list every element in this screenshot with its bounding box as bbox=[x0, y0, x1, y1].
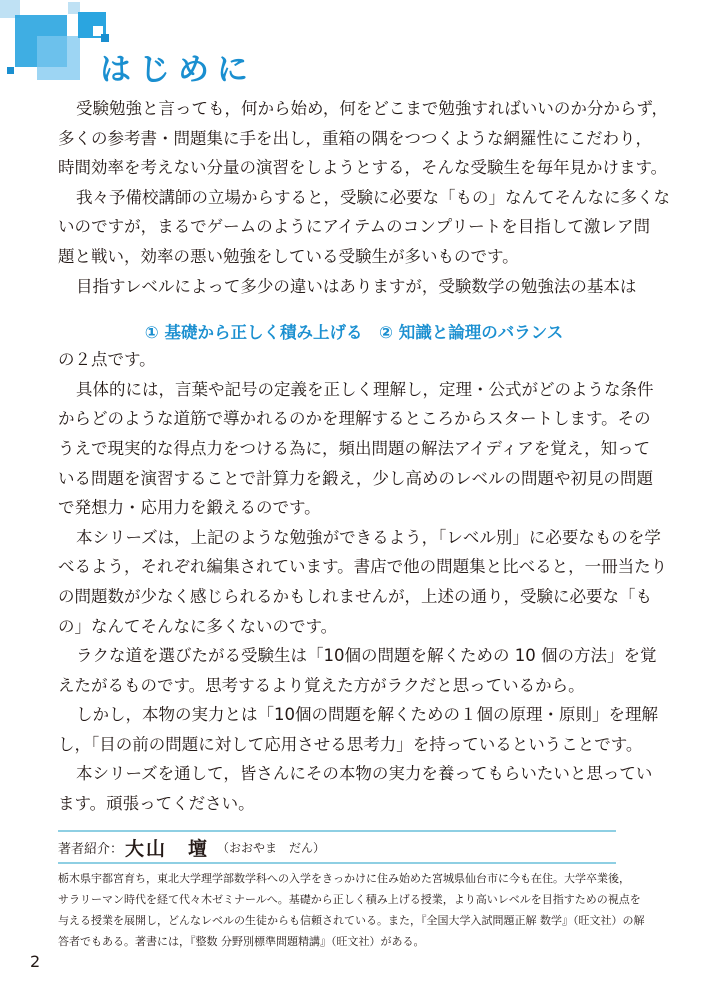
paragraph-line: 具体的には，言葉や記号の定義を正しく理解し，定理・公式がどのような条件 bbox=[76, 379, 654, 399]
paragraph-line: いる問題を演習することで計算力を鍛え，少し高めのレベルの問題や初見の問題 bbox=[58, 468, 653, 488]
paragraph-line: し，「目の前の問題に対して応用させる思考力」を持っているということです。 bbox=[58, 734, 643, 754]
paragraph-line: ラクな道を選びたがる受験生は「10個の問題を解くための 10 個の方法」を覚 bbox=[76, 646, 657, 666]
paragraph-line: 時間効率を考えない分量の演習をしようとする，そんな受験生を毎年見かけます。 bbox=[58, 158, 668, 178]
author-intro bbox=[58, 830, 616, 864]
bio-line: サラリーマン時代を経て代々木ゼミナールへ。基礎から正しく積み上げる授業，より高いレベルを目指すための視点を bbox=[58, 893, 641, 906]
paragraph-line: 我々予備校講師の立場からすると，受験に必要な「もの」なんてそんなに多くな bbox=[76, 187, 670, 207]
paragraph-line: で発想力・応用力を鍛えるのです。 bbox=[58, 498, 321, 518]
author-name-kana: （おおやま だん） bbox=[217, 840, 326, 855]
paragraph-line: 題と戦い，効率の悪い勉強をしている受験生が多いものです。 bbox=[58, 246, 519, 266]
page-number: 2 bbox=[30, 952, 41, 971]
paragraph-line: うえで現実的な得点力をつける為に，頻出問題の解法アイディアを覚え，知って bbox=[58, 438, 651, 458]
paragraph-line: ます。頑張ってください。 bbox=[58, 794, 255, 814]
body-text bbox=[58, 94, 670, 819]
page-title: はじめに bbox=[100, 52, 256, 88]
paragraph-line: の」なんてそんなに多くないのです。 bbox=[58, 616, 338, 636]
bio-line: 答者でもある。著書には，『整数 分野別標準問題精講』（旺文社）がある。 bbox=[58, 935, 425, 948]
author-label: 著者紹介： bbox=[58, 841, 124, 857]
bio-line: 与える授業を展開し，どんなレベルの生徒からも信頼されている。また，『全国大学入試問題正解 数学』（旺文社）の解 bbox=[58, 914, 645, 927]
paragraph-line: 本シリーズを通して，皆さんにその本物の実力を養ってもらいたいと思ってい bbox=[76, 764, 653, 784]
paragraph-line: 多くの参考書・問題集に手を出し，重箱の隅をつつくような網羅性にこだわり， bbox=[58, 128, 652, 148]
paragraph-line: いのですが，まるでゲームのようにアイテムのコンプリートを目指して激レア問 bbox=[58, 217, 650, 237]
key-points-highlight: ① 基礎から正しく積み上げる ② 知識と論理のバランス bbox=[144, 323, 564, 343]
paragraph-line: しかし，本物の実力とは「10個の問題を解くための１個の原理・原則」を理解 bbox=[76, 705, 658, 725]
paragraph-line: の問題数が少なく感じられるかもしれませんが，上述の通り，受験に必要な「も bbox=[58, 586, 652, 606]
paragraph-line: えたがるものです。思考するより覚えた方がラクだと思っているから。 bbox=[58, 675, 585, 695]
author-bio bbox=[58, 868, 645, 952]
paragraph-line: の２点です。 bbox=[58, 350, 156, 370]
paragraph-line: からどのような道筋で導かれるのかを理解するところからスタートします。その bbox=[58, 409, 651, 429]
paragraph-line: 目指すレベルによって多少の違いはありますが，受験数学の勉強法の基本は bbox=[76, 276, 637, 296]
paragraph-line: 本シリーズは，上記のような勉強ができるよう，「レベル別」に必要なものを学 bbox=[76, 527, 661, 547]
bio-line: 栃木県宇都宮育ち，東北大学理学部数学科への入学をきっかけに住み始めた宮城県仙台市に今も在住。大学卒業後， bbox=[58, 872, 630, 885]
paragraph-line: 受験勉強と言っても，何から始め，何をどこまで勉強すればいいのか分からず， bbox=[76, 99, 669, 118]
paragraph-line: べるよう，それぞれ編集されています。書店で他の問題集と比べると，一冊当たり bbox=[58, 557, 668, 577]
decorative-squares-logo bbox=[0, 0, 110, 85]
author-name: 大山 壇 bbox=[125, 837, 210, 860]
